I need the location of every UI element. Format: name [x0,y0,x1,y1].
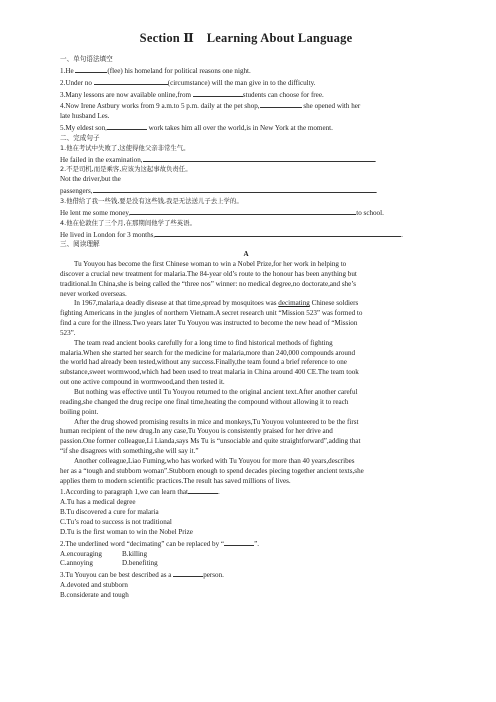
grammar-item-1 [60,65,432,77]
passage-line: 523”. [60,328,76,337]
question-text: person. [203,571,224,580]
answer-blank[interactable] [224,538,254,546]
passage-line: discover a crucial new treatment for malaria.The 84-year old’s route to the honour has been anything but [60,269,357,278]
underlined-word: decimating [278,299,310,308]
page-title: Section Ⅱ Learning About Language [139,31,353,45]
worksheet-page [60,28,432,601]
question-text: 3.Tu Youyou can be best described as a [60,571,172,580]
q1-option-d[interactable]: D.Tu is the first woman to win the Nobel Prize [60,527,193,536]
passage-line: find a cure for the illness.Two years later Tu Youyou was instructed to become the new head of “Mission [60,319,358,328]
passage-line: But nothing was effective until Tu Youyou returned to the original ancient text.After another careful [74,388,358,396]
grammar-item-5 [60,122,432,134]
sentence-2-english-cont: passengers, . [60,187,378,196]
item-text: 3.Many lessons are now available online,from [60,90,193,99]
sentence-4-english: He lived in London for 3 months, . [60,230,403,239]
passage-line: applies them to modern scientific practices.The result has saved millions of lives. [60,476,291,485]
passage-line: malaria.When she started her search for the medicine for malaria,more than 240,000 compounds around [60,348,356,357]
section-heading-reading: 三、阅读理解 [60,240,100,249]
passage-text: In 1967,malaria,a deadly disease at that time,spread by mosquitoes was [74,299,279,308]
question-2 [60,538,432,550]
passage-line: Another colleague,Liao Fuming,who has worked with Tu Youyou for more than 40 years,describes [74,456,355,465]
sentence-text: He lent me some money, [60,208,131,217]
grammar-item-4-cont: late husband Les. [60,112,110,121]
sentence-2-english: Not the driver,but the [60,175,121,184]
passage-line: never worked overseas. [60,289,127,298]
item-text: 2.Under no [60,78,94,87]
passage-line: her as a “tough and stubborn woman”.Stubborn enough to spend decades piecing together ancient texts,she [60,466,364,475]
q3-option-a[interactable]: A.devoted and stubborn [60,581,128,590]
item-text: (circumstance) will the man give in to the difficulty. [167,78,316,87]
passage-line: boiling point. [60,407,99,416]
question-text: 2.The underlined word “decimating” can be replaced by “ [60,539,225,548]
question-text: 1.According to paragraph 1,we can learn that [60,488,189,497]
passage-line: substance,sweet wormwood,which had been used to treat malaria in China around 400 CE.The team took [60,368,359,377]
passage-line: “if she disagrees with something,she will say it.” [60,447,199,456]
passage-line: Tu Youyou has become the first Chinese woman to win a Nobel Prize,for her work in helping to [74,260,347,269]
answer-blank[interactable] [173,569,203,577]
q1-option-b[interactable]: B.Tu discovered a cure for malaria [60,508,159,517]
question-text: ”. [254,539,260,548]
passage-line [60,299,432,309]
passage-line: passion.One former colleague,Li Lianda,says Ms Tu is “unsociable and quite straightforward”,adding that [60,437,361,446]
passage-line: fighting Americans in the jungles of northern Vietnam.A secret research unit “Mission 523” was formed to [60,309,363,318]
passage-line: human recipient of the new drug.In any case,Tu Youyou is consistently praised for her drive and [60,427,333,436]
answer-blank[interactable] [155,229,401,237]
item-text: 4.Now Irene Astbury works from 9 a.m.to 5 p.m. daily at the pet shop, [60,102,260,111]
sentence-2-chinese: 2.不是司机,而是乘客,应该为这起事故负责任。 [60,165,192,174]
answer-blank[interactable] [143,154,375,162]
sentence-3-chinese: 3.他借给了我一些钱,要是没有这些钱,我是无法送儿子去上学的。 [60,196,243,205]
passage-text: Chinese soldiers [309,299,359,308]
sentence-4-chinese: 4.他在伦敦住了三个月,在那期间他学了些英语。 [60,218,196,227]
passage-line: After the drug showed promising results in mice and monkeys,Tu Youyou volunteered to be the first [74,417,359,426]
passage-letter: A [243,250,249,259]
section-heading-sentences: 二、完成句子 [60,133,100,142]
item-text: she opened with her [301,102,361,111]
sentence-text: to school. [356,208,384,217]
answer-blank[interactable] [193,89,243,97]
grammar-item-3 [60,89,432,101]
q2-options-row-1 [60,550,432,560]
reading-passage [60,260,432,486]
answer-blank[interactable] [130,207,356,215]
q2-option-c[interactable]: C.annoying [60,559,93,568]
sentence-text: He lived in London for 3 months, [60,230,156,239]
sentence-1-chinese: 1.他在考试中失败了,这使得他父亲非常生气。 [60,143,190,152]
question-3 [60,569,432,581]
sentence-3-english [60,207,432,219]
answer-blank[interactable] [75,65,107,73]
passage-line: traditional.In China,she is being called the “three nos” winner: no medical degree,no doctorate,and she’s [60,279,357,288]
passage-line: the world had already been tested,without any success.Finally,the team found a brief reference to one [60,358,347,367]
q2-option-d[interactable]: D.benefiting [122,559,158,568]
q2-options-row-2 [60,559,432,569]
section-heading-grammar: 一、单句语法填空 [60,55,113,63]
q2-option-b[interactable]: B.killing [122,549,148,558]
item-text: 5.My eldest son, [60,124,107,133]
sentence-text: He failed in the examination, [60,155,143,164]
q1-option-a[interactable]: A.Tu has a medical degree [60,498,136,507]
item-text: (flee) his homeland for political reasons one night. [107,66,251,75]
q3-option-b[interactable]: B.considerate and tough [60,590,129,599]
item-text: 1.He [60,66,76,75]
passage-line: The team read ancient books carefully for a long time to find historical methods of fighting [74,338,333,347]
answer-blank[interactable] [260,100,302,108]
answer-blank[interactable] [188,486,218,494]
sentence-text: passengers, [60,187,93,196]
question-1: 1.According to paragraph 1,we can learn that . [60,488,220,497]
grammar-item-2 [60,77,432,89]
q2-option-a[interactable]: A.encouraging [60,549,102,558]
sentence-1-english: He failed in the examination, . [60,155,377,164]
item-text: work takes him all over the world,is in New York at the moment. [146,124,333,133]
answer-blank[interactable] [94,77,168,85]
grammar-item-4 [60,100,432,112]
item-text: students can choose for free. [242,90,324,99]
answer-blank[interactable] [93,185,376,193]
passage-line: reading,she changed the drug recipe one final time,heating the compound without allowing it to reach [60,397,349,406]
q1-option-c[interactable]: C.Tu’s road to success is not traditional [60,517,172,526]
answer-blank[interactable] [107,122,147,130]
passage-line: out one active compound in wormwood,and then tested it. [60,378,225,387]
